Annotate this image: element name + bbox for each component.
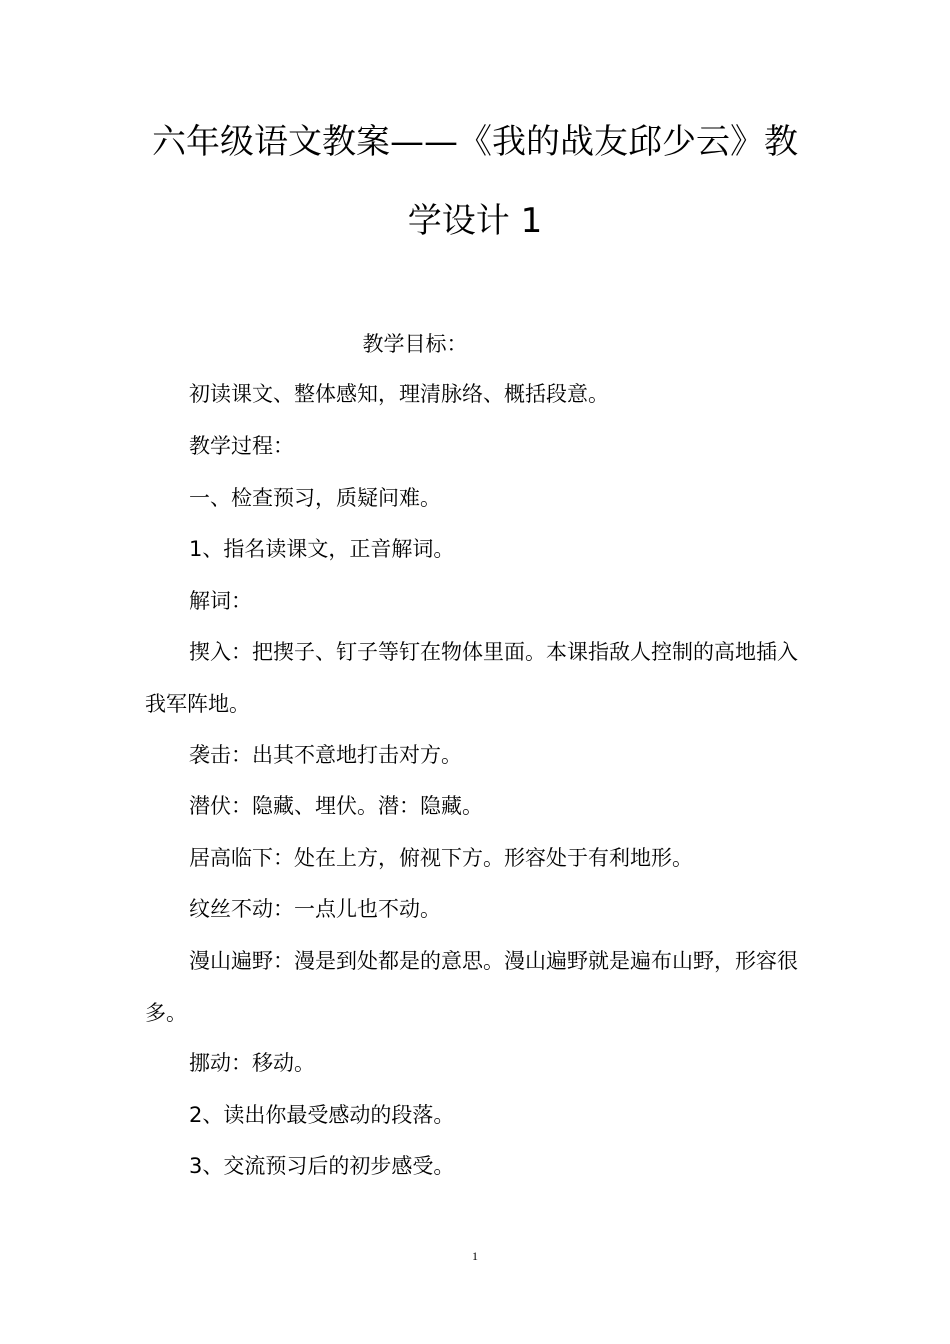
paragraph: 潜伏：隐藏、埋伏。潜：隐藏。 xyxy=(189,794,483,818)
section-heading-teaching-goals: 教学目标： xyxy=(362,332,468,356)
paragraph: 漫山遍野：漫是到处都是的意思。漫山遍野就是遍布山野，形容很多。 xyxy=(145,949,798,1025)
paragraph: 解词： xyxy=(189,589,252,613)
paragraph: 教学过程： xyxy=(189,434,294,458)
document-title-line-1: 六年级语文教案——《我的战友邱少云》教 xyxy=(152,122,798,162)
paragraph: 揳入：把揳子、钉子等钉在物体里面。本课指敌人控制的高地插入我军阵地。 xyxy=(145,640,798,716)
paragraph: 一、检查预习，质疑问难。 xyxy=(189,486,441,510)
paragraph: 初读课文、整体感知，理清脉络、概括段意。 xyxy=(189,382,609,406)
paragraph: 1、指名读课文，正音解词。 xyxy=(189,537,455,561)
paragraph: 2、读出你最受感动的段落。 xyxy=(189,1103,455,1127)
paragraph: 袭击：出其不意地打击对方。 xyxy=(189,743,462,767)
page-number: 1 xyxy=(472,1249,478,1263)
paragraph: 3、交流预习后的初步感受。 xyxy=(189,1154,455,1178)
paragraph: 纹丝不动：一点儿也不动。 xyxy=(189,897,441,921)
document-title-line-2: 学设计 1 xyxy=(407,201,543,241)
paragraph: 挪动：移动。 xyxy=(189,1051,315,1075)
paragraph: 居高临下：处在上方，俯视下方。形容处于有利地形。 xyxy=(189,846,693,870)
